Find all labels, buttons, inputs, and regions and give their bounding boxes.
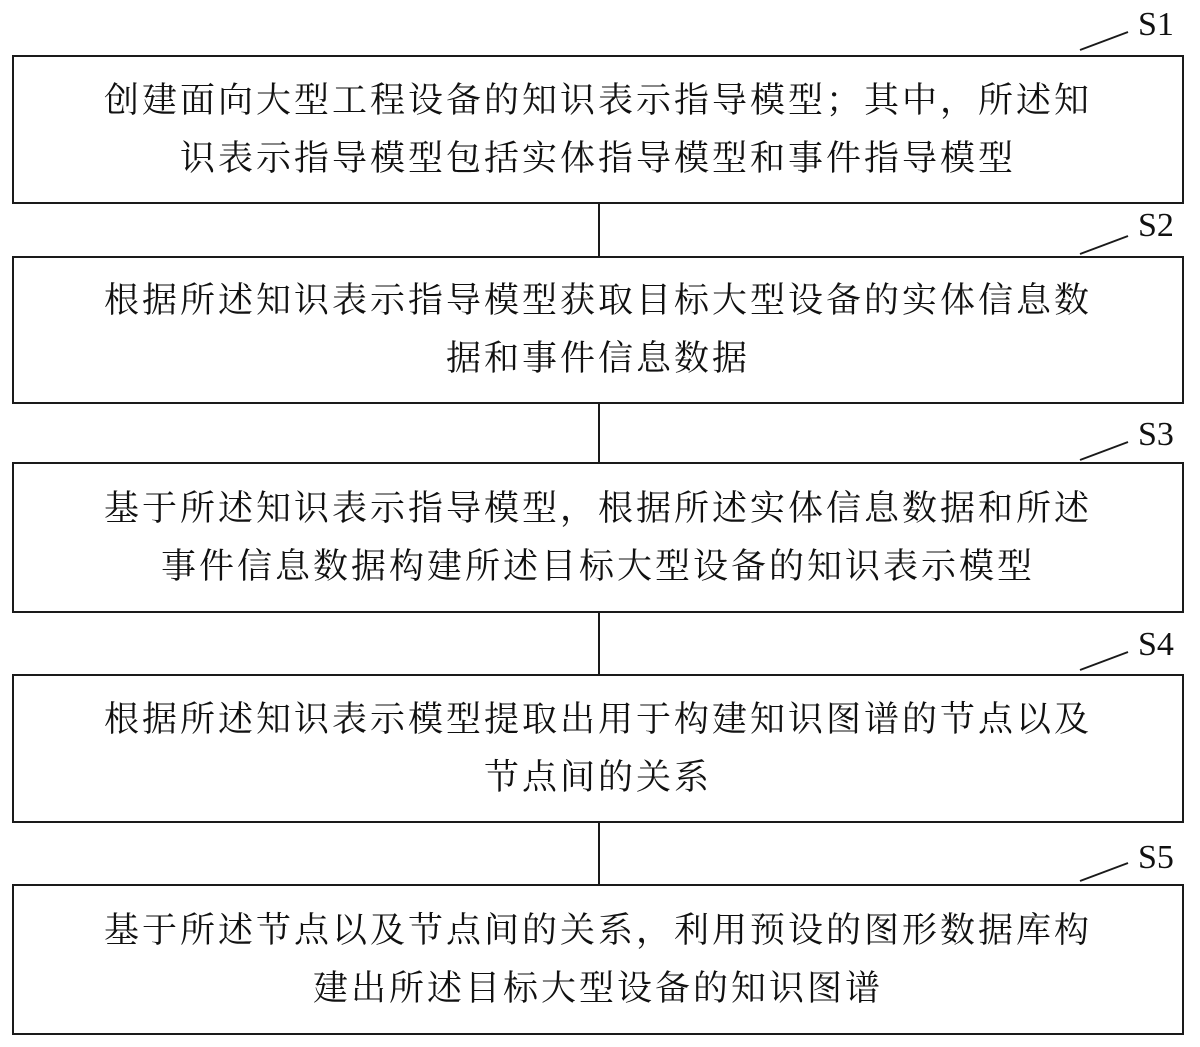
step-text-s5-line2: 建出所述目标大型设备的知识图谱	[312, 968, 883, 1009]
step-text-s3-line1: 基于所述知识表示指导模型，根据所述实体信息数据和所述	[103, 488, 1092, 529]
step-text-s1-line2: 识表示指导模型包括实体指导模型和事件指导模型	[179, 138, 1016, 179]
step-label-s5: S5	[1138, 839, 1174, 876]
step-text-s4-line2: 节点间的关系	[483, 757, 712, 798]
step-label-s1: S1	[1138, 6, 1174, 43]
leader-line-s1	[1080, 32, 1128, 50]
step-text-s2-line1: 根据所述知识表示指导模型获取目标大型设备的实体信息数	[103, 281, 1092, 321]
step-label-s2: S2	[1138, 207, 1174, 244]
step-text-s2-line2: 据和事件信息数据	[445, 339, 750, 379]
step-label-s4: S4	[1138, 626, 1174, 663]
leader-line-s5	[1080, 863, 1128, 881]
step-text-s3-line2: 事件信息数据构建所述目标大型设备的知识表示模型	[160, 546, 1035, 587]
step-text-s1-line1: 创建面向大型工程设备的知识表示指导模型；其中，所述知	[103, 80, 1092, 121]
leader-line-s3	[1080, 442, 1128, 460]
step-text-s5-line1: 基于所述节点以及节点间的关系，利用预设的图形数据库构	[103, 910, 1092, 951]
leader-line-s2	[1080, 236, 1128, 254]
leader-line-s4	[1080, 652, 1128, 670]
step-label-s3: S3	[1138, 416, 1174, 453]
step-text-s4-line1: 根据所述知识表示模型提取出用于构建知识图谱的节点以及	[103, 699, 1092, 740]
